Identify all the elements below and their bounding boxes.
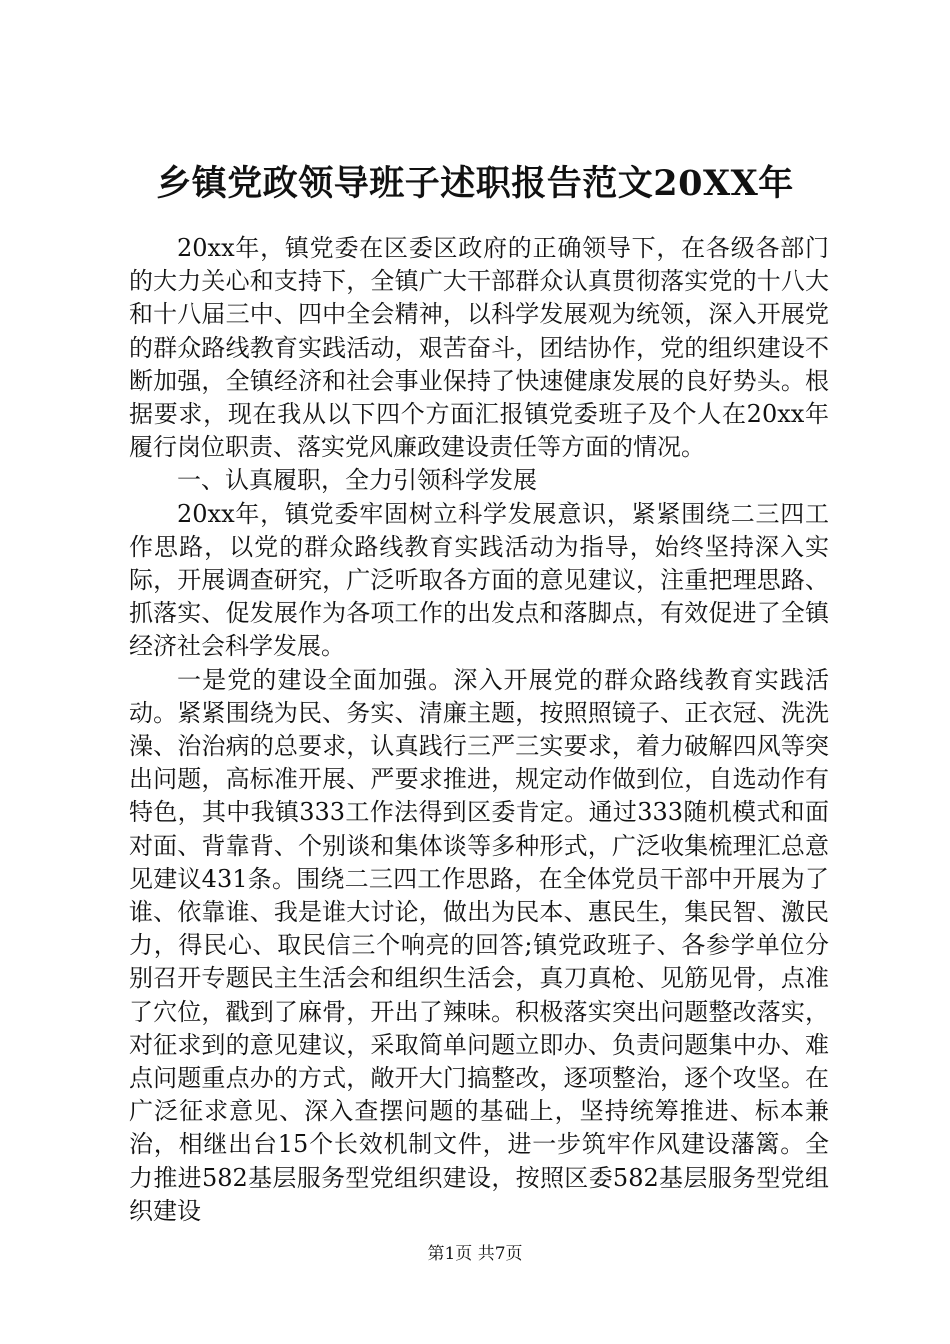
paragraph-party-building: 一是党的建设全面加强。深入开展党的群众路线教育实践活动。紧紧围绕为民、务实、清廉主题，按照照镜子、正衣冠、洗洗澡、治治病的总要求，认真践行三严三实要求，着力破解四风等突出问题，高标准开展、严要求推进，规定动作做到位，自选动作有特色，其中我镇333工作法得到区委肯定。通过333随机模式和面对面、背靠背、个别谈和集体谈等多种形式，广泛收集梳理汇总意见建议431条。围绕二三四工作思路，在全体党员干部中开展为了谁、依靠谁、我是谁大讨论，做出为民本、惠民生，集民智、激民力，得民心、取民信三个响亮的回答;镇党政班子、各参学单位分别召开专题民主生活会和组织生活会，真刀真枪、见筋见骨，点准了穴位，戳到了麻骨，开出了辣味。积极落实突出问题整改落实，对征求到的意见建议，采取简单问题立即办、负责问题集中办、难点问题重点办的方式，敞开大门搞整改，逐项整治，逐个攻坚。在广泛征求意见、深入查摆问题的基础上，坚持统筹推进、标本兼治，相继出台15个长效机制文件，进一步筑牢作风建设藩篱。全力推进582基层服务型党组织建设，按照区委582基层服务型党组织建设 xyxy=(129,665,829,1225)
document-title: 乡镇党政领导班子述职报告范文20XX年 xyxy=(156,163,794,204)
page-number-footer: 第1页 共7页 xyxy=(427,1244,523,1264)
section-heading-1: 一、认真履职，全力引领科学发展 xyxy=(177,466,537,495)
paragraph-intro: 20xx年，镇党委在区委区政府的正确领导下，在各级各部门的大力关心和支持下，全镇广大干部群众认真贯彻落实党的十八大和十八届三中、四中全会精神，以科学发展观为统领，深入开展党的群众路线教育实践活动，艰苦奋斗，团结协作，党的组织建设不断加强，全镇经济和社会事业保持了快速健康发展的良好势头。根据要求，现在我从以下四个方面汇报镇党委班子及个人在20xx年履行岗位职责、落实党风廉政建设责任等方面的情况。 xyxy=(129,234,829,462)
document-body xyxy=(129,232,829,1228)
paragraph-section-1-summary: 20xx年，镇党委牢固树立科学发展意识，紧紧围绕二三四工作思路，以党的群众路线教育实践活动为指导，始终坚持深入实际，开展调查研究，广泛听取各方面的意见建议，注重把理思路、抓落实、促发展作为各项工作的出发点和落脚点，有效促进了全镇经济社会科学发展。 xyxy=(129,499,829,661)
